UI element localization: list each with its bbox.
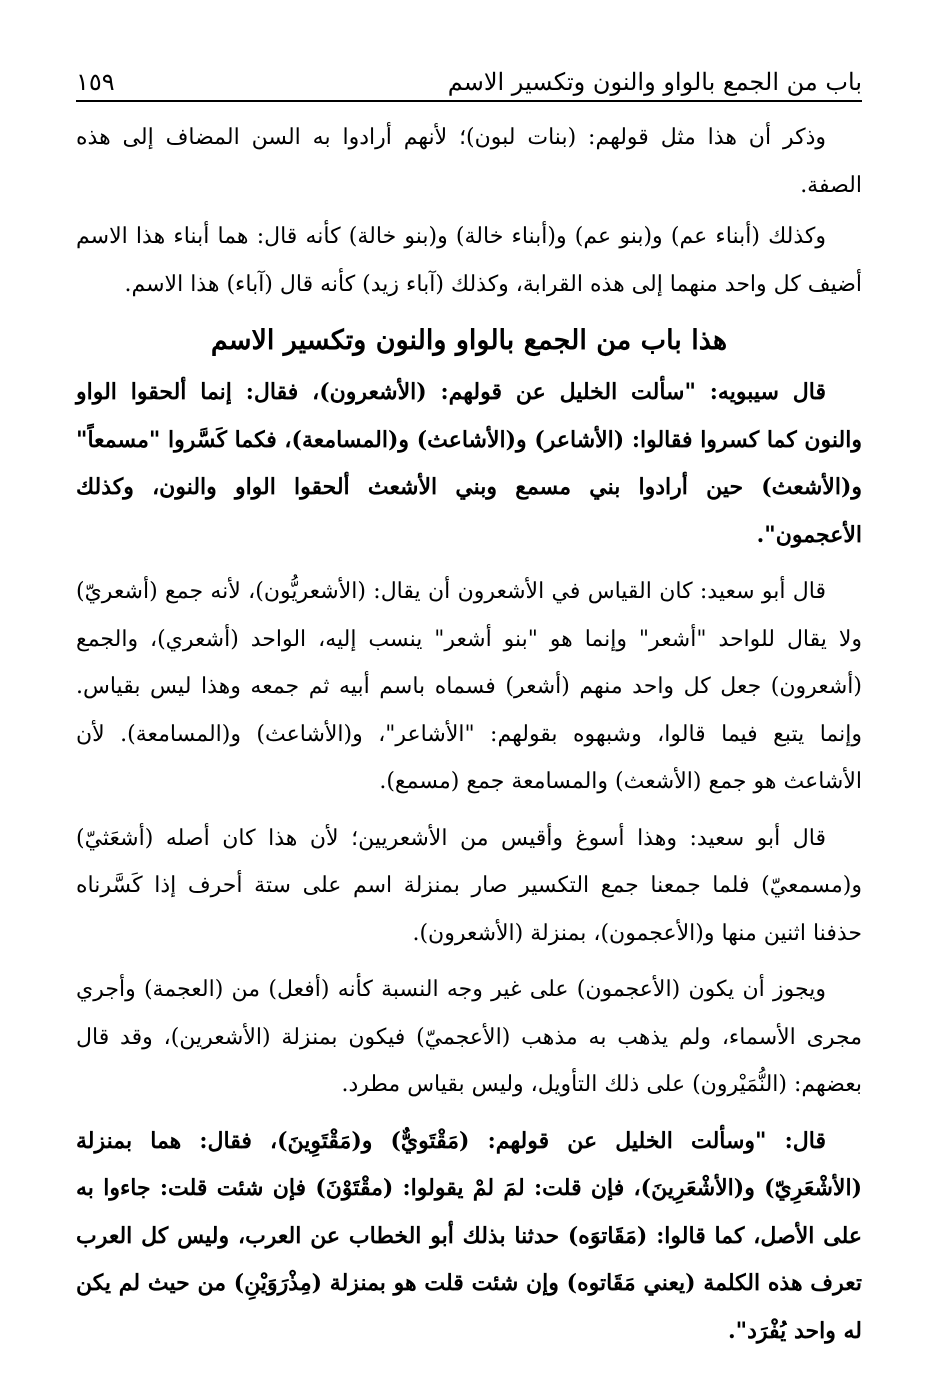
paragraph-3: قال سيبويه: "سألت الخليل عن قولهم: (الأشعرون)، فقال: إنما ألحقوا الواو والنون كما كسروا فقالوا: (الأشاعر) و(الأشاعث) و(المسامعة)، فكما كَسَّروا "مسمعاً" و(الأشعث) حين أرادوا بني مسمع وبني الأشعث ألحقوا الواو والنون، وكذلك الأعجمون". [76,379,862,548]
section-title: هذا باب من الجمع بالواو والنون وتكسير الاسم [210,325,728,356]
paragraph-6: ويجوز أن يكون (الأعجمون) على غير وجه النسبة كأنه (أفعل) من (العجمة) وأجري مجرى الأسماء، ولم يذهب به مذهب (الأعجميّ) فيكون بمنزلة (الأشعرين)، وقد قال بعضهم: (النُّمَيْرون) على ذلك التأويل، وليس بقياس مطرد. [76,977,862,1097]
paragraph-4: قال أبو سعيد: كان القياس في الأشعرون أن يقال: (الأشعريُّون)، لأنه جمع (أشعريّ) ولا يقال للواحد "أشعر" وإنما هو "بنو أشعر" ينسب إليه، الواحد (أشعري)، والجمع (أشعرون) جعل كل واحد منهم (أشعر) فسماه باسم أبيه ثم جمعه وهذا ليس بقياس. وإنما يتبع فيما قالوا، وشبهوه بقولهم: "الأشاعر"، و(الأشاعث) و(المسامعة). لأن الأشاعث هو جمع (الأشعث) والمسامعة جمع (مسمع). [76,579,862,794]
paragraph-1: وذكر أن هذا مثل قولهم: (بنات لبون)؛ لأنهم أرادوا به السن المضاف إلى هذه الصفة. [76,125,862,198]
paragraph-2: وكذلك (أبناء عم) و(بنو عم) و(أبناء خالة) و(بنو خالة) كأنه قال: هما أبناء هذا الاسم أضيف كل واحد منهما إلى هذه القرابة، وكذلك (آباء زيد) كأنه قال (آباء) هذا الاسم. [76,224,862,297]
running-title: باب من الجمع بالواو والنون وتكسير الاسم [447,68,862,96]
page-number: ١٥٩ [76,68,115,96]
paragraph-5: قال أبو سعيد: وهذا أسوغ وأقيس من الأشعريين؛ لأن هذا كان أصله (أشعَثيّ) و(مسمعيّ) فلما جمعنا جمع التكسير صار بمنزلة اسم على ستة أحرف إذا كَسَّرناه حذفنا اثنين منها و(الأعجمون)، بمنزلة (الأشعرون). [76,825,862,946]
running-header [76,52,862,102]
page-body [76,114,862,1364]
paragraph-7: قال: "وسألت الخليل عن قولهم: (مَقْتَويٌّ) و(مَقْتَوِينَ)، فقال: هما بمنزلة (الأشْعَرِيّ) و(الأشْعَرِينَ)، فإن قلت: لمَ لمْ يقولوا: (مقْتَوْنَ) فإن شئت قلت: جاءوا به على الأصل، كما قالوا: (مَقَاتوَه) حدثنا بذلك أبو الخطاب عن العرب، وليس كل العرب تعرف هذه الكلمة (يعني مَقَاتوه) وإن شئت قلت هو بمنزلة (مِذْرَوَيْنِ) من حيث لم يكن له واحد يُفْرَد". [76,1127,862,1344]
